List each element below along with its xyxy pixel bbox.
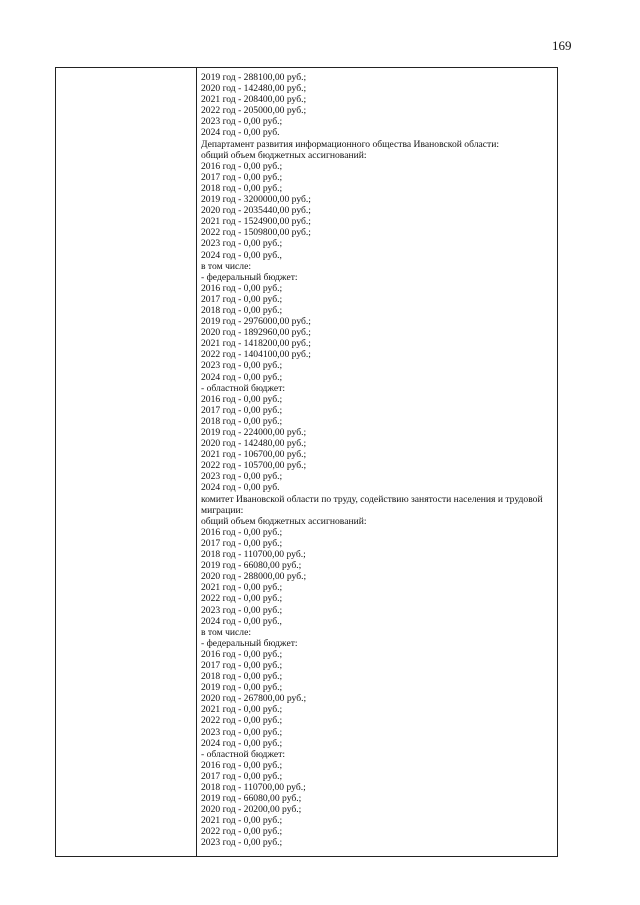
text-line: в том числе: <box>201 626 252 638</box>
text-line: 2020 год - 142480,00 руб.; <box>201 83 307 95</box>
text-line: 2024 год - 0,00 руб. <box>201 127 280 139</box>
text-line: 2022 год - 0,00 руб.; <box>201 593 283 605</box>
text-line: общий объем бюджетных ассигнований: <box>201 149 367 161</box>
text-line: 2016 год - 0,00 руб.; <box>201 393 283 405</box>
text-line: 2021 год - 0,00 руб.; <box>201 704 283 716</box>
text-line: 2021 год - 208400,00 руб.; <box>201 94 307 106</box>
text-line: 2022 год - 0,00 руб.; <box>201 826 283 838</box>
text-line: 2024 год - 0,00 руб. <box>201 482 280 494</box>
text-line: общий объем бюджетных ассигнований: <box>201 515 367 527</box>
text-line: 2024 год - 0,00 руб., <box>201 615 282 627</box>
text-line: 2022 год - 0,00 руб.; <box>201 715 283 727</box>
text-line: 2017 год - 0,00 руб.; <box>201 404 283 416</box>
text-line: 2019 год - 66080,00 руб.; <box>201 793 302 805</box>
text-line: 2023 год - 0,00 руб.; <box>201 238 283 250</box>
text-line: 2021 год - 1524900,00 руб.; <box>201 216 311 228</box>
text-line: 2018 год - 0,00 руб.; <box>201 182 283 194</box>
text-line: 2018 год - 0,00 руб.; <box>201 415 283 427</box>
text-line: 2018 год - 0,00 руб.; <box>201 304 283 316</box>
text-line: 2019 год - 66080,00 руб.; <box>201 560 302 572</box>
text-line: - областной бюджет: <box>201 382 286 394</box>
text-line: 2018 год - 110700,00 руб.; <box>201 782 306 793</box>
text-line: 2023 год - 0,00 руб.; <box>201 726 283 738</box>
text-line: 2022 год - 105700,00 руб.; <box>201 460 307 472</box>
text-line: 2021 год - 106700,00 руб.; <box>201 449 307 461</box>
text-line: 2019 год - 288100,00 руб.; <box>201 72 307 83</box>
text-line: 2020 год - 2035440,00 руб.; <box>201 205 311 217</box>
text-line: 2018 год - 110700,00 руб.; <box>201 549 306 561</box>
text-line: 2022 год - 1404100,00 руб.; <box>201 349 311 361</box>
text-line: 2019 год - 3200000,00 руб.; <box>201 194 311 206</box>
text-line: Департамент развития информационного общества Ивановской области: <box>201 138 500 150</box>
text-line: 2016 год - 0,00 руб.; <box>201 160 283 172</box>
text-line: 2016 год - 0,00 руб.; <box>201 282 283 294</box>
text-line: - областной бюджет: <box>201 748 286 760</box>
text-line: 2021 год - 1418200,00 руб.; <box>201 338 311 350</box>
text-line: 2023 год - 0,00 руб.; <box>201 837 283 849</box>
text-line: 2020 год - 267800,00 руб.; <box>201 693 307 705</box>
text-line: 2016 год - 0,00 руб.; <box>201 526 283 538</box>
text-line: 2021 год - 0,00 руб.; <box>201 582 283 594</box>
column-divider <box>196 67 197 857</box>
text-line: 2017 год - 0,00 руб.; <box>201 659 283 671</box>
text-line: - федеральный бюджет: <box>201 271 298 283</box>
text-line: комитет Ивановской области по труду, содействию занятости населения и трудовой <box>201 493 543 505</box>
text-line: 2016 год - 0,00 руб.; <box>201 648 283 660</box>
text-line: 2018 год - 0,00 руб.; <box>201 671 283 683</box>
page-number: 169 <box>552 38 572 53</box>
text-line: 2019 год - 224000,00 руб.; <box>201 427 307 438</box>
text-line: 2020 год - 288000,00 руб.; <box>201 571 307 583</box>
table-right-cell <box>201 72 555 849</box>
text-line: 2023 год - 0,00 руб.; <box>201 604 283 616</box>
text-line: 2019 год - 0,00 руб.; <box>201 682 283 694</box>
text-line: 2017 год - 0,00 руб.; <box>201 171 283 183</box>
text-line: 2024 год - 0,00 руб., <box>201 249 282 261</box>
text-line: миграции: <box>201 504 244 516</box>
text-line: 2020 год - 1892960,00 руб.; <box>201 327 311 339</box>
text-line: 2022 год - 1509800,00 руб.; <box>201 227 311 239</box>
text-line: 2021 год - 0,00 руб.; <box>201 815 283 827</box>
text-line: 2017 год - 0,00 руб.; <box>201 293 283 305</box>
text-line: 2023 год - 0,00 руб.; <box>201 116 283 128</box>
text-line: 2023 год - 0,00 руб.; <box>201 471 283 483</box>
text-line: 2017 год - 0,00 руб.; <box>201 537 283 549</box>
text-line: в том числе: <box>201 260 252 272</box>
text-line: 2022 год - 205000,00 руб.; <box>201 105 307 117</box>
text-line: 2019 год - 2976000,00 руб.; <box>201 316 311 328</box>
text-line: - федеральный бюджет: <box>201 637 298 649</box>
text-line: 2016 год - 0,00 руб.; <box>201 759 283 771</box>
text-line: 2024 год - 0,00 руб.; <box>201 371 283 383</box>
text-line: 2020 год - 142480,00 руб.; <box>201 438 307 450</box>
text-line: 2020 год - 20200,00 руб.; <box>201 804 302 816</box>
text-line: 2024 год - 0,00 руб.; <box>201 737 283 749</box>
text-line: 2023 год - 0,00 руб.; <box>201 360 283 372</box>
text-line: 2017 год - 0,00 руб.; <box>201 770 283 782</box>
